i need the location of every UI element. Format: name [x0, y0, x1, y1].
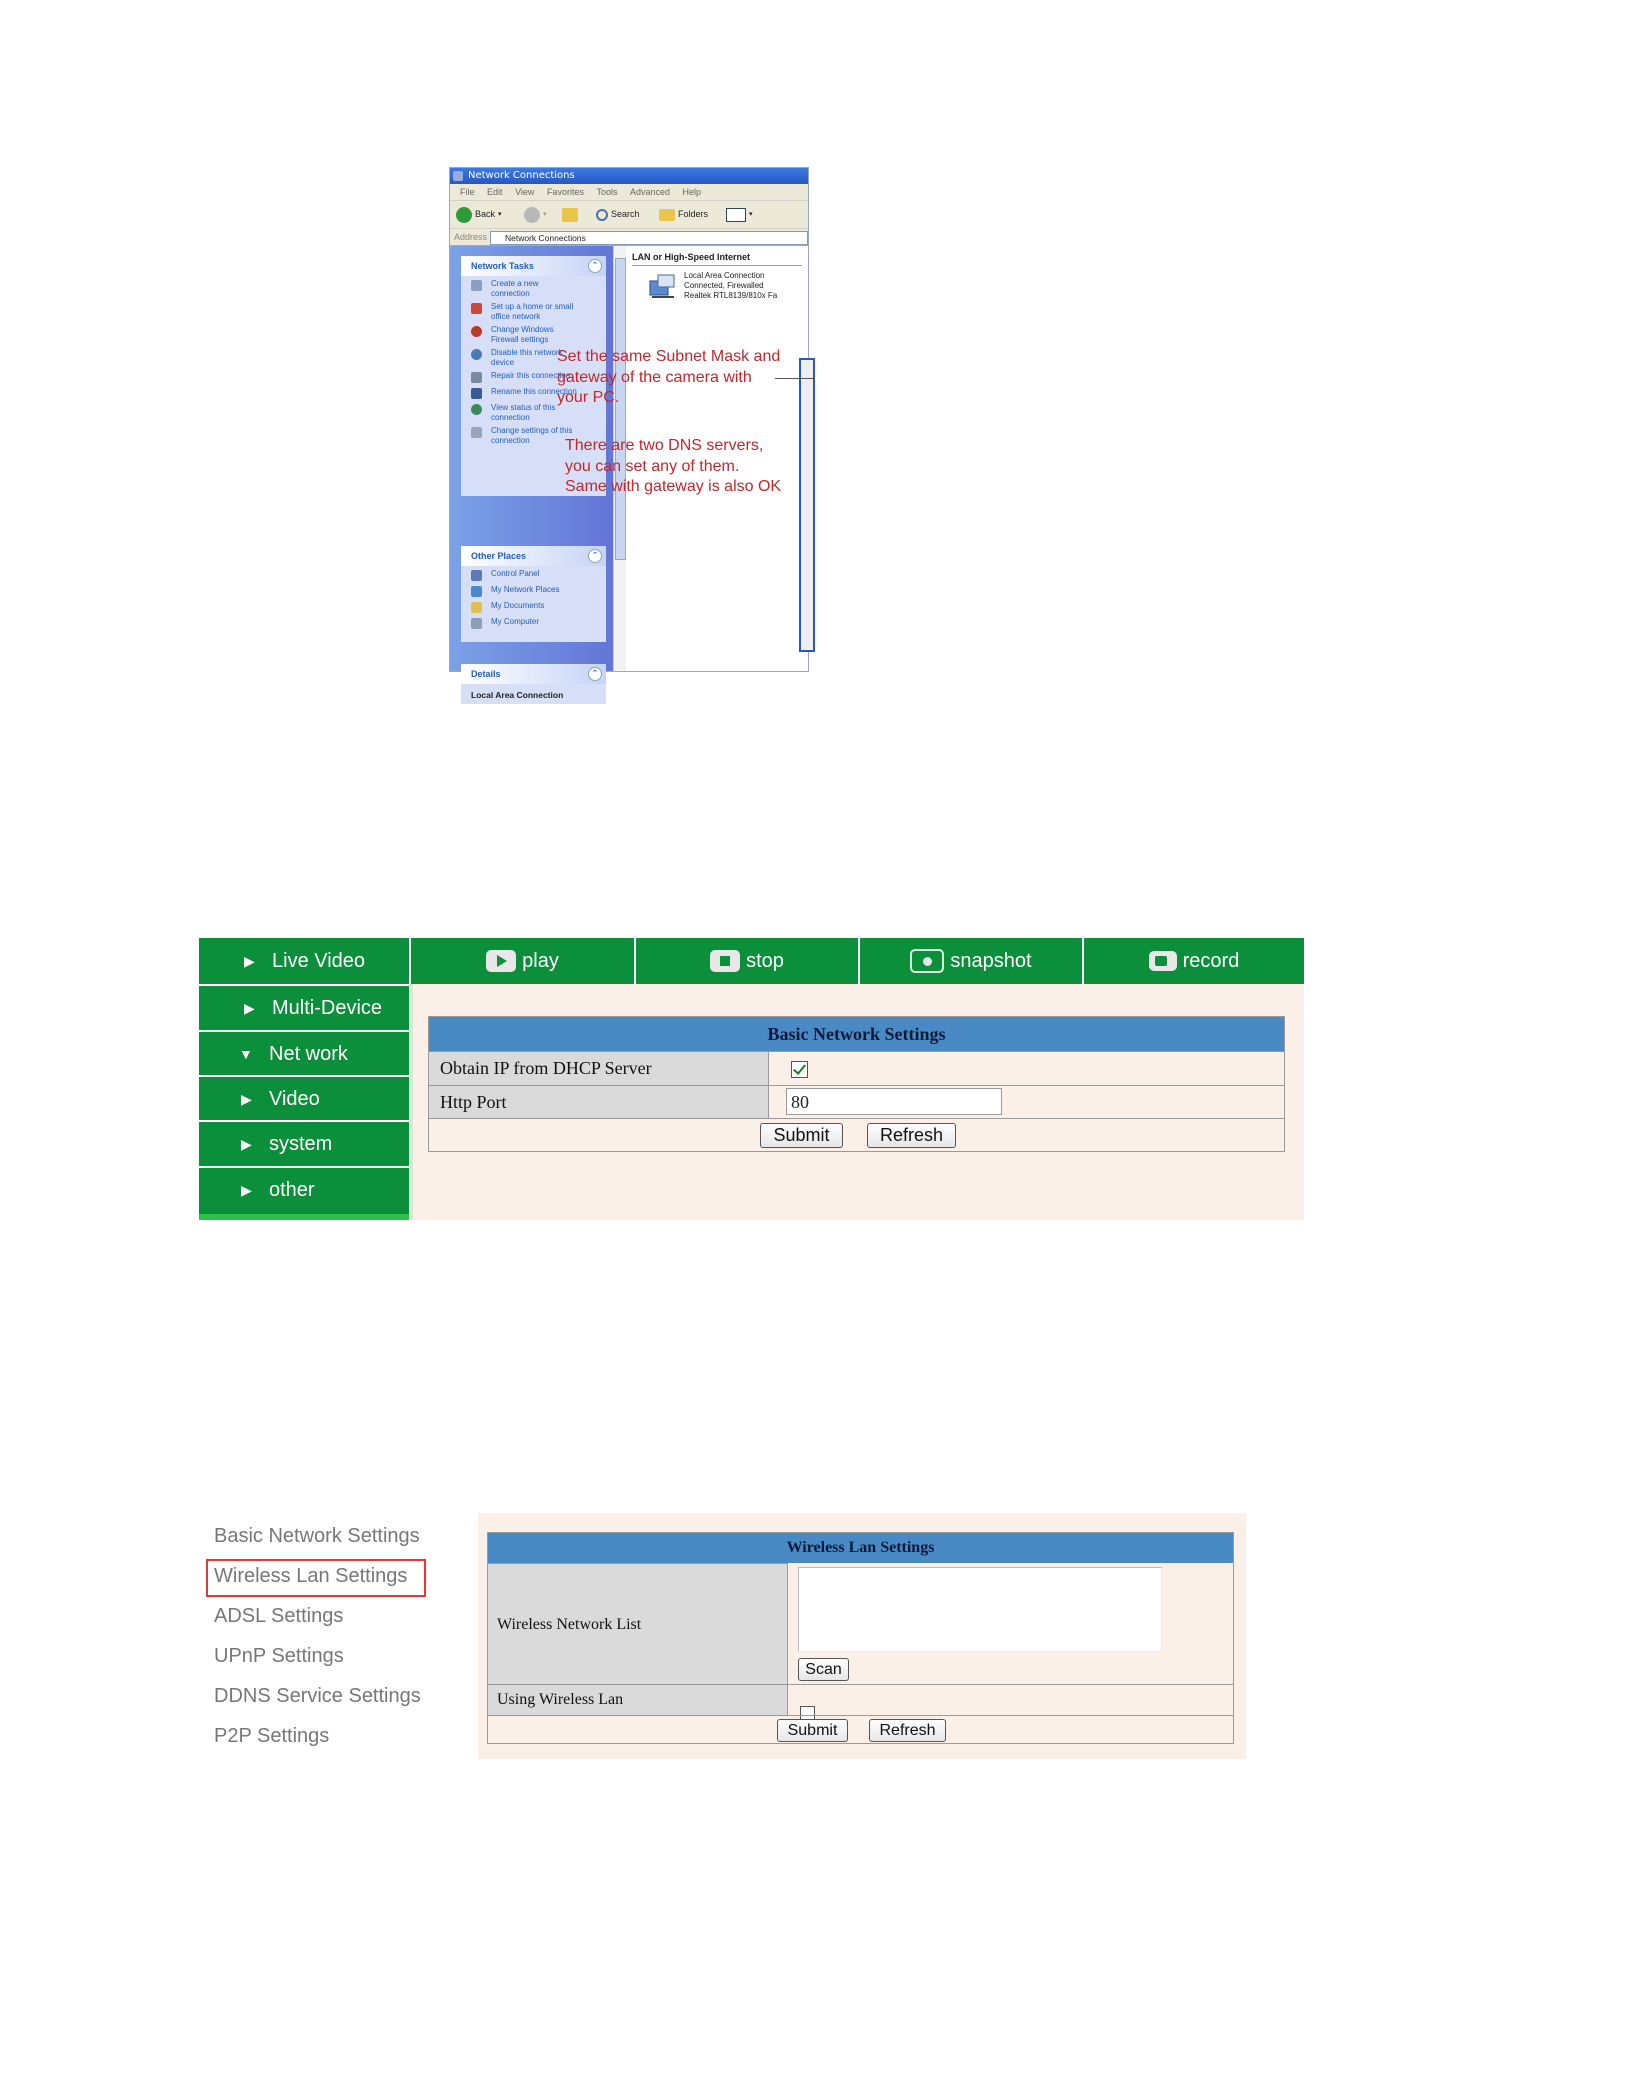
place-control-panel[interactable] — [461, 569, 606, 582]
address-bar — [450, 229, 808, 246]
search-icon — [596, 209, 608, 221]
stop-button[interactable] — [634, 938, 858, 984]
settings-icon — [471, 427, 482, 438]
place-my-computer[interactable] — [461, 617, 606, 630]
back-label: Back — [475, 209, 496, 219]
home-network-icon — [471, 303, 482, 314]
details-subtitle: Local Area Connection — [471, 690, 564, 700]
repair-icon — [471, 372, 482, 383]
local-area-connection-item[interactable] — [646, 271, 777, 301]
place-label: My Computer — [491, 617, 540, 626]
address-label: Address — [454, 232, 488, 242]
wireless-network-list-label: Wireless Network List — [488, 1563, 788, 1684]
http-port-label: Http Port — [429, 1086, 769, 1119]
task-label: Change settings of this connection — [491, 426, 573, 445]
using-wireless-lan-label: Using Wireless Lan — [488, 1684, 788, 1715]
submit-button[interactable]: Submit — [760, 1123, 843, 1148]
other-places-title: Other Places — [471, 551, 527, 561]
expand-arrow-icon: ▶ — [241, 1182, 252, 1198]
network-connections-window — [449, 167, 809, 700]
http-port-row — [429, 1085, 1284, 1119]
camera-icon — [910, 949, 944, 973]
basic-network-settings-table — [428, 1016, 1285, 1152]
sidebar-accent — [199, 1214, 409, 1220]
task-label: Create a new connection — [491, 279, 539, 298]
nav-other-label: other — [269, 1179, 315, 1201]
place-label: Control Panel — [491, 569, 540, 578]
address-field[interactable]: Network Connections — [490, 231, 808, 245]
nav-network-label: Net work — [269, 1043, 348, 1065]
task-label: Set up a home or small office network — [491, 302, 574, 321]
up-folder-button[interactable] — [562, 206, 578, 223]
folders-icon — [659, 209, 675, 221]
camera-sidebar — [199, 984, 409, 1220]
scan-button[interactable]: Scan — [798, 1658, 849, 1681]
nav-wireless-lan-settings[interactable]: Wireless Lan Settings — [214, 1565, 408, 1587]
documents-folder-icon — [471, 602, 482, 613]
stop-label: stop — [746, 950, 784, 972]
menu-favorites[interactable]: Favorites — [546, 187, 584, 197]
nav-p2p-settings[interactable]: P2P Settings — [214, 1725, 330, 1747]
annotation-leader-line — [775, 378, 815, 379]
refresh-button[interactable]: Refresh — [867, 1123, 956, 1148]
stop-icon — [710, 950, 740, 972]
menu-tools[interactable]: Tools — [596, 187, 618, 197]
nav-video-label: Video — [269, 1088, 320, 1110]
camera-basic-network-screen — [199, 938, 1304, 1220]
task-create-connection[interactable] — [461, 279, 606, 299]
collapse-arrow-icon: ▼ — [239, 1046, 253, 1062]
record-label: record — [1182, 950, 1240, 972]
folder-up-icon — [562, 208, 578, 222]
nav-basic-network-settings[interactable]: Basic Network Settings — [214, 1525, 420, 1547]
network-tasks-header[interactable] — [461, 256, 606, 276]
annotation-dns-servers: There are two DNS servers, you can set any of them. Same with gateway is also OK — [565, 437, 782, 495]
window-title: Network Connections — [468, 170, 575, 181]
network-places-icon — [471, 586, 482, 597]
firewall-icon — [471, 326, 482, 337]
menu-edit[interactable]: Edit — [487, 187, 503, 197]
wireless-lan-settings-screen — [478, 1513, 1246, 1759]
row-divider — [488, 1715, 1233, 1716]
nav-network[interactable] — [199, 1030, 409, 1075]
highlight-box — [206, 1559, 426, 1597]
nav-live-video-label: Live Video — [272, 950, 366, 972]
group-divider — [632, 265, 802, 266]
task-label: Repair this connection — [491, 371, 571, 380]
place-label: My Network Places — [491, 585, 560, 594]
nav-video[interactable] — [199, 1075, 409, 1120]
task-label: Change Windows Firewall settings — [491, 325, 554, 344]
http-port-input[interactable]: 80 — [786, 1088, 1002, 1115]
status-icon — [471, 404, 482, 415]
camera-top-toolbar — [199, 938, 1304, 984]
details-panel — [461, 664, 606, 704]
task-firewall-settings[interactable] — [461, 325, 606, 345]
search-button[interactable] — [596, 206, 640, 223]
snapshot-label: snapshot — [950, 950, 1032, 972]
connection-wizard-icon — [471, 280, 482, 291]
collapse-chevron-icon[interactable]: ⌃ — [588, 549, 602, 563]
nav-adsl-settings[interactable]: ADSL Settings — [214, 1605, 344, 1627]
details-header[interactable] — [461, 664, 606, 684]
network-adapter-icon — [648, 273, 678, 301]
nav-multi-device[interactable] — [199, 984, 409, 1029]
snapshot-button[interactable] — [858, 938, 1082, 984]
record-button[interactable] — [1082, 938, 1304, 984]
menu-bar — [450, 184, 808, 201]
submit-button[interactable]: Submit — [777, 1719, 848, 1742]
actions-row — [429, 1118, 1284, 1152]
menu-view[interactable]: View — [515, 187, 535, 197]
network-tasks-title: Network Tasks — [471, 261, 534, 271]
folders-label: Folders — [678, 209, 709, 219]
window-titlebar — [450, 168, 808, 184]
explorer-toolbar — [450, 201, 808, 229]
annotation-subnet-gateway: Set the same Subnet Mask and gateway of the camera with your PC. — [557, 348, 781, 406]
expand-arrow-icon: ▶ — [241, 1136, 252, 1152]
other-places-header[interactable] — [461, 546, 606, 566]
search-label: Search — [611, 209, 640, 219]
play-label: play — [522, 950, 559, 972]
menu-help[interactable]: Help — [682, 187, 702, 197]
network-connections-icon — [453, 171, 463, 181]
dhcp-row — [429, 1051, 1284, 1085]
nav-other[interactable] — [199, 1166, 409, 1211]
details-title: Details — [471, 669, 501, 679]
menu-advanced[interactable]: Advanced — [630, 187, 671, 197]
refresh-button[interactable]: Refresh — [869, 1719, 946, 1742]
sidebar-divider — [409, 984, 413, 1220]
expand-arrow-icon: ▶ — [241, 1091, 252, 1107]
back-button[interactable]: Back ▾ — [456, 206, 502, 223]
nav-ddns-service-settings[interactable]: DDNS Service Settings — [214, 1685, 421, 1707]
dhcp-label: Obtain IP from DHCP Server — [429, 1052, 769, 1085]
task-home-network[interactable] — [461, 302, 606, 322]
row-divider — [488, 1684, 1233, 1685]
rename-icon — [471, 388, 482, 399]
properties-dialog-edge — [799, 358, 815, 652]
control-panel-icon — [471, 570, 482, 581]
expand-arrow-icon: ▶ — [244, 1000, 255, 1016]
task-label: View status of this connection — [491, 403, 556, 422]
dhcp-checkbox[interactable] — [791, 1061, 808, 1078]
nav-upnp-settings[interactable]: UPnP Settings — [214, 1645, 344, 1667]
collapse-chevron-icon[interactable]: ⌃ — [588, 259, 602, 273]
place-my-documents[interactable] — [461, 601, 606, 614]
collapse-chevron-icon[interactable]: ⌃ — [588, 667, 602, 681]
menu-file[interactable]: File — [460, 187, 475, 197]
views-icon — [726, 208, 746, 222]
connection-name: Local Area Connection — [684, 271, 765, 280]
computer-icon — [471, 618, 482, 629]
wireless-lan-title: Wireless Lan Settings — [488, 1533, 1233, 1563]
folders-button[interactable] — [659, 206, 708, 223]
forward-button[interactable]: ▾ — [524, 206, 547, 223]
views-button[interactable]: ▾ — [726, 206, 753, 223]
disable-device-icon — [471, 349, 482, 360]
connection-status: Connected, Firewalled — [684, 281, 764, 290]
back-arrow-icon — [456, 207, 472, 223]
connection-adapter: Realtek RTL8139/810x Fa — [684, 291, 778, 300]
wireless-network-list[interactable] — [798, 1567, 1162, 1652]
forward-arrow-icon — [524, 207, 540, 223]
play-button[interactable] — [409, 938, 634, 984]
nav-multi-device-label: Multi-Device — [272, 997, 383, 1019]
play-icon — [486, 950, 516, 972]
group-title: LAN or High-Speed Internet — [632, 252, 751, 262]
nav-live-video[interactable] — [199, 938, 409, 984]
video-camera-icon — [1149, 951, 1177, 971]
nav-system[interactable] — [199, 1120, 409, 1165]
place-network-places[interactable] — [461, 585, 606, 598]
basic-network-title: Basic Network Settings — [429, 1017, 1284, 1051]
other-places-panel — [461, 546, 606, 642]
scrollbar-thumb[interactable] — [615, 258, 626, 560]
place-label: My Documents — [491, 601, 545, 610]
expand-arrow-icon: ▶ — [244, 953, 255, 969]
task-label: Rename this connection — [491, 387, 577, 396]
wireless-lan-table — [487, 1532, 1234, 1744]
nav-system-label: system — [269, 1133, 333, 1155]
task-label: Disable this network device — [491, 348, 563, 367]
